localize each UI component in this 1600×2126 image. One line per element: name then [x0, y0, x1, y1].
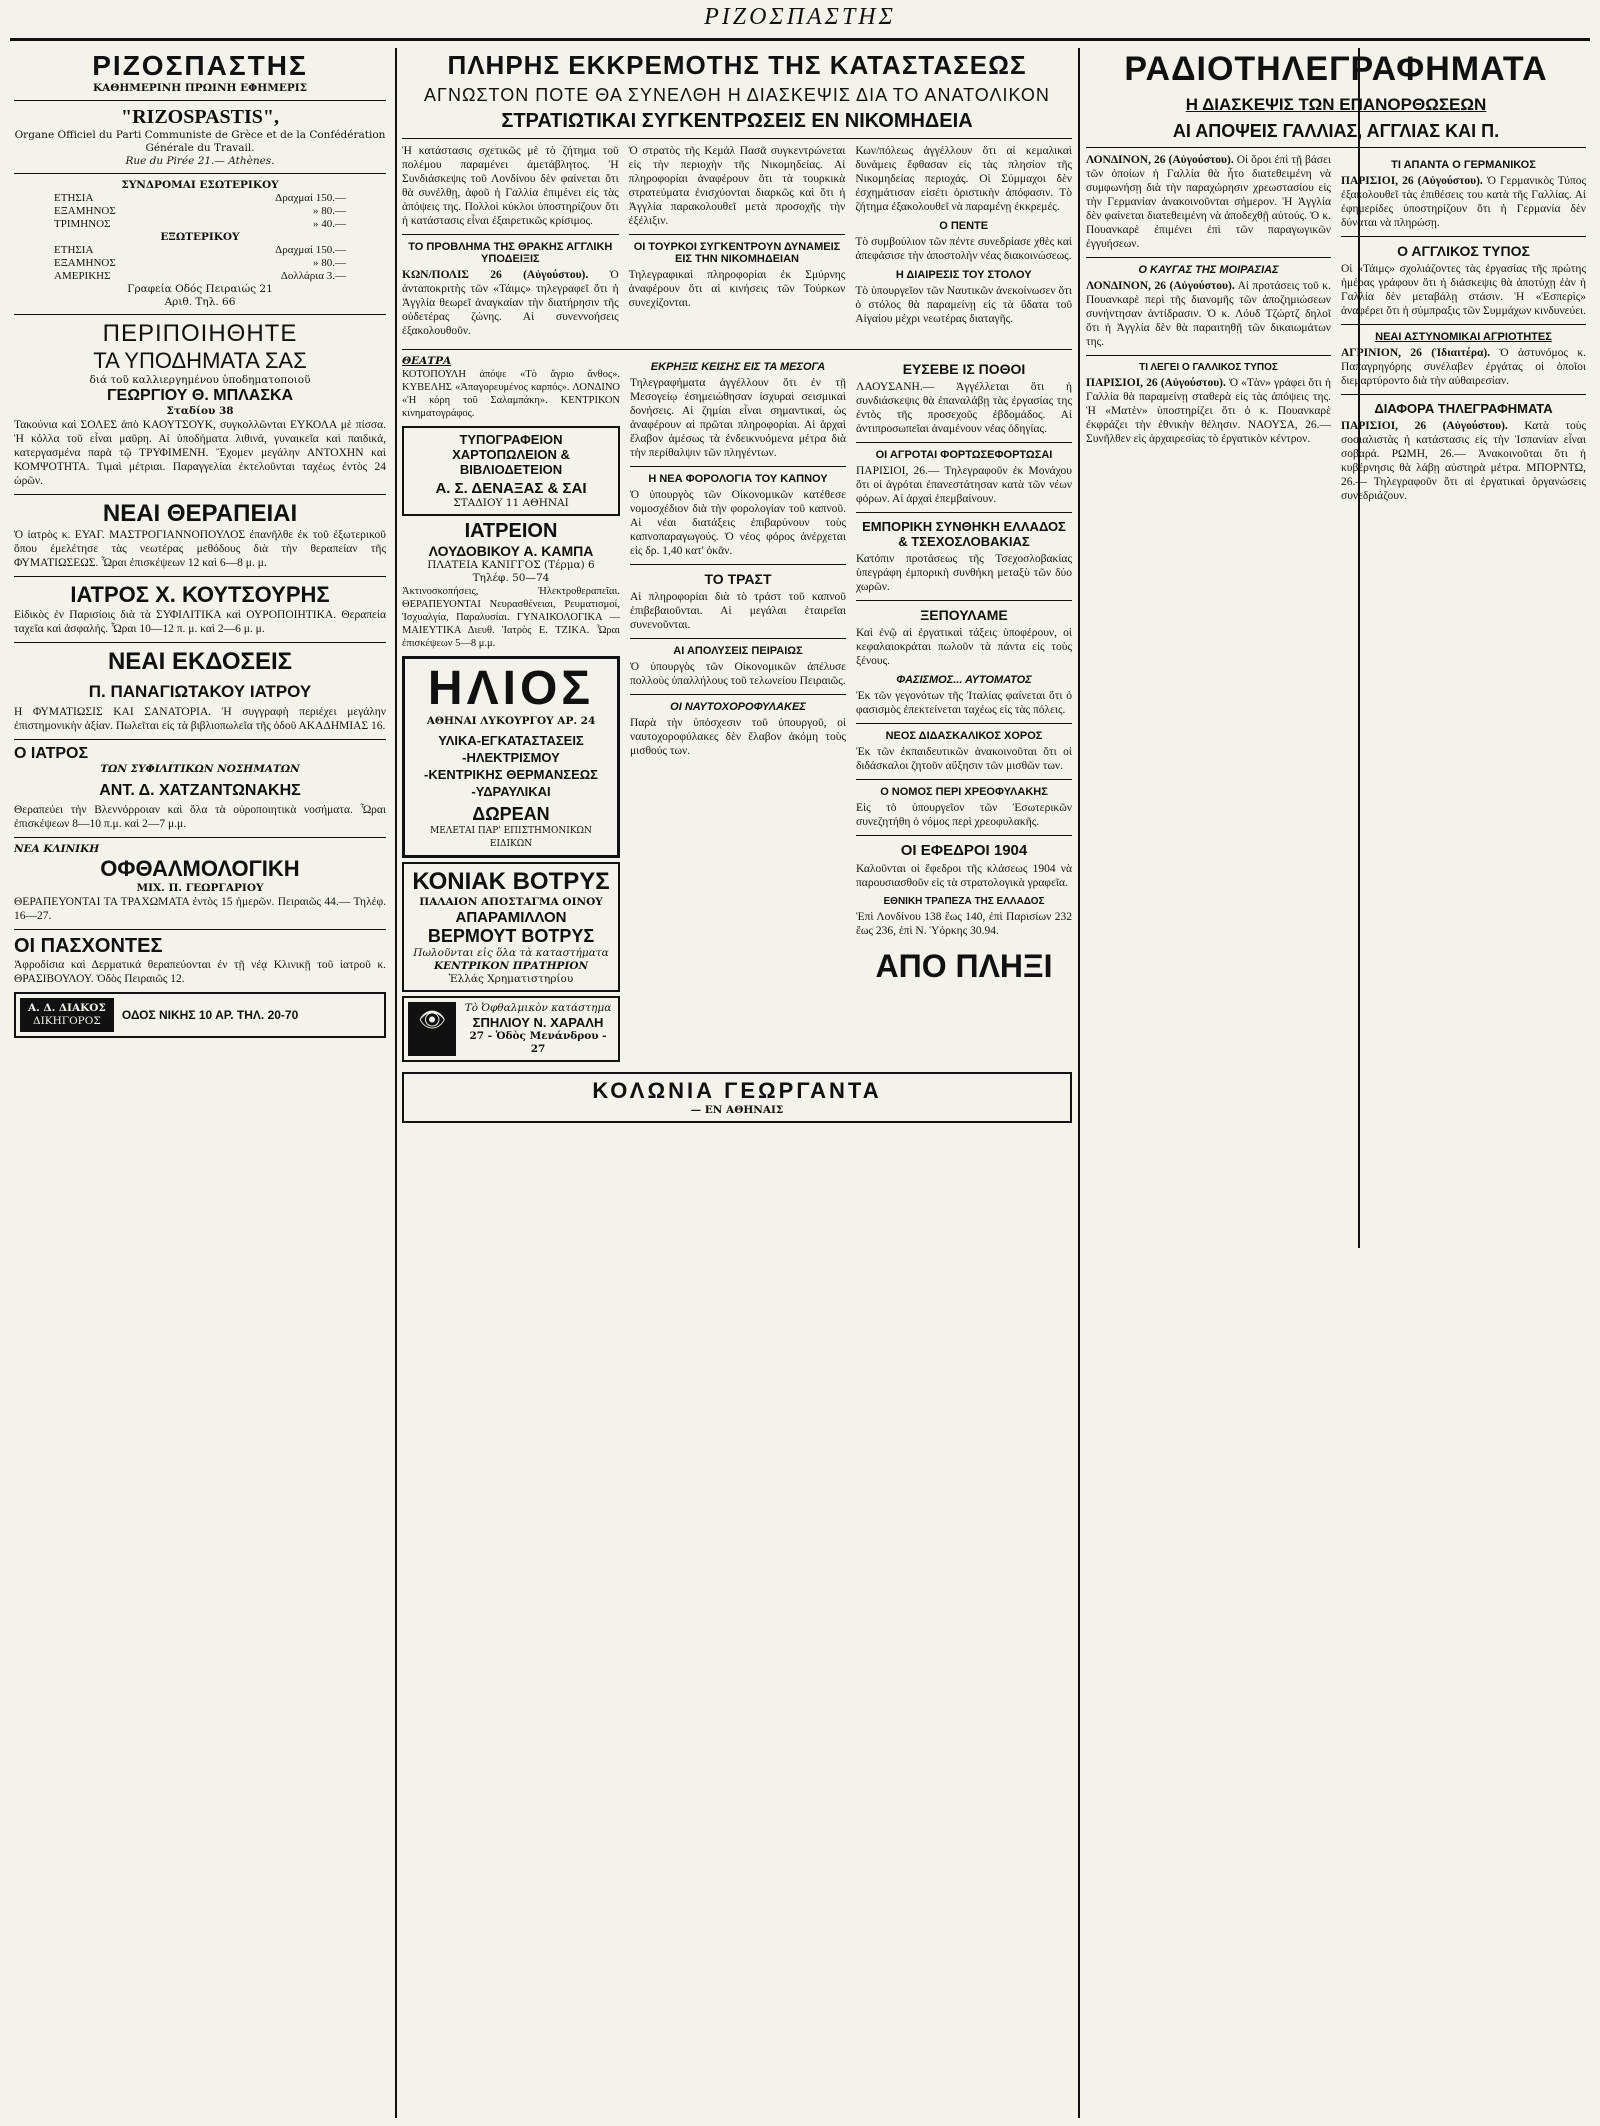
euseb-text: ΛΑΟΥΣΑΝΗ.— Ἀγγέλλεται ὅτι ἡ συνδιάσκεψις θὰ ἐπαναλάβῃ τὰς ἐργασίας της ἐντὸς τῆς προσεχοῦς ἑβδομάδος. Αἱ ἀντιπροσωπεῖαι ἀναμένουν νέας ὁδηγίας.	[856, 381, 1072, 435]
divider	[856, 835, 1072, 836]
price-row: ΕΞΑΜΗΝΟΣ » 80.—	[54, 205, 346, 217]
ad-printing-box	[402, 426, 620, 516]
misc-subhead: ΔΙΑΦΟΡΑ ΤΗΛΕΓΡΑΦΗΜΑΤΑ	[1374, 401, 1553, 416]
ad-clinic-name: ΜΙΧ. Π. ΓΕΩΡΓΑΡΙΟΥ	[136, 882, 264, 894]
ad-botrys-box	[402, 862, 620, 992]
tobacco-tax-subhead: Η ΝΕΑ ΦΟΡΟΛΟΓΙΑ ΤΟΥ ΚΑΠΝΟΥ	[648, 473, 828, 485]
naval-police-text: Παρὰ τὴν ὑπόσχεσιν τοῦ ὑπουργοῦ, οἱ ναυτοχοροφύλακες δὲν ἔλαβον ἀκόμη τοὺς μισθούς των.	[630, 717, 846, 757]
ad-doctor-title: Ο ΙΑΤΡΟΣ	[14, 745, 89, 762]
helios-note: ΜΕΛΕΤΑΙ ΠΑΡ' ΕΠΙΣΤΗΜΟΝΙΚΩΝ ΕΙΔΙΚΩΝ	[430, 826, 592, 849]
divider	[14, 929, 386, 930]
trade-treaty-text: Κατόπιν προτάσεως τῆς Τσεχοσλοβακίας ὑπεγράφη ἐμπορικὴ συνθήκη μεταξὺ τῶν δύο χωρῶν.	[856, 553, 1072, 593]
ad-shoes-title: ΠΕΡΙΠΟΙΗΘΗΤΕ	[102, 320, 298, 347]
masthead-rule	[10, 38, 1590, 41]
naval-police-subhead: ΟΙ ΝΑΥΤΟΧΟΡΟΦΥΛΑΚΕΣ	[670, 701, 806, 713]
misc-text: Κατὰ τοὺς σοσιαλιστὰς ἡ κατάστασις εἰς τὴν Ἰσπανίαν εἶναι σοβαρά. ΡΩΜΗ, 26.— Ἀνακοινοῦται ὅτι ἡ κυβέρνησις θὰ λάβῃ αὐστηρὰ μέτρα. ΜΠΟΡΝΤΩ, 26.— Τηλεγραφοῦν ὅτι αἱ ἐργατικαὶ ὀργανώσεις συνεδριάζουν.	[1341, 420, 1586, 502]
radio-subhead-2: ΑΙ ΑΠΟΨΕΙΣ ΓΑΛΛΙΑΣ, ΑΓΓΛΙΑΣ ΚΑΙ Π.	[1172, 121, 1500, 141]
price-row: ΕΤΗΣΙΑ Δραχμαί 150.—	[54, 244, 346, 256]
ad-lawyer-box	[14, 992, 386, 1038]
divider	[629, 234, 846, 235]
police-subhead: ΝΕΑΙ ΑΣΤΥΝΟΜΙΚΑΙ ΑΓΡΙΟΤΗΤΕΣ	[1375, 331, 1552, 343]
divider	[856, 600, 1072, 601]
teachers-subhead: ΝΕΟΣ ΔΙΔΑΣΚΑΛΙΚΟΣ ΧΟΡΟΣ	[885, 730, 1043, 742]
police-text: Ὁ ἀστυνόμος κ. Παπαγρηγόρης συνέλαβεν ἐργάτας οἱ ὁποῖοι διεμαρτύροντο διὰ τὴν αὐθαιρεσίαν.	[1341, 347, 1586, 387]
ad-shoes-line: διά τοῦ καλλιεργημένου ὑποδηματοποιοῦ	[89, 374, 311, 386]
ad-shoes-address: Σταδίου 38	[166, 405, 234, 417]
helios-item: -ΚΕΝΤΡΙΚΗΣ ΘΕΡΜΑΝΣΕΩΣ	[424, 767, 598, 782]
divider	[856, 512, 1072, 513]
lead-column-a	[402, 144, 619, 344]
office-phone: Αριθ. Τηλ. 66	[164, 296, 236, 308]
divider	[14, 173, 386, 174]
cologne-title: ΚΟΛΩΝΙΑ ΓΕΩΡΓΑΝΤΑ	[592, 1078, 882, 1103]
lead-text-c: Κων/πόλεως ἀγγέλλουν ὅτι αἱ κεμαλικαὶ δυνάμεις ἔφθασαν εἰς τὰς πλησίον τῆς Νικομηδείας περιοχάς. Οἱ Σύμμαχοι δὲν ἐσχημάτισαν εἰσέτι ὁριστικὴν ἀπόφασιν. Τὸ ζήτημα ἐξακολουθεῖ νὰ παραμένῃ ἐκκρεμές.	[855, 145, 1072, 213]
debt-law-subhead: Ο ΝΟΜΟΣ ΠΕΡΙ ΧΡΕΟΦΥΛΑΚΗΣ	[880, 786, 1048, 798]
optician-name: ΣΠΗΛΙΟΥ Ν. ΧΑΡΑΛΗ	[472, 1015, 604, 1030]
helios-title: ΗΛΙΟΣ	[427, 662, 595, 715]
english-press-subhead: Ο ΑΓΓΛΙΚΟΣ ΤΥΠΟΣ	[1397, 243, 1530, 259]
divider	[14, 576, 386, 577]
quarrel-text: Αἱ προτάσεις τοῦ κ. Πουανκαρὲ περὶ τῆς διανομῆς τῶν ἀποζημιώσεων συνήντησαν ἀντίδρασιν. Ὁ κ. Λόυδ Τζώρτζ δηλοῖ ὅτι ἡ Ἀγγλία δὲν θὰ παραιτηθῇ τῶν δικαιωμάτων της.	[1086, 280, 1331, 348]
ad-shoes-subtitle: ΤΑ ΥΠΟΔΗΜΑΤΑ ΣΑΣ	[93, 348, 307, 373]
main-subhead-2: ΣΤΡΑΤΙΩΤΙΚΑΙ ΣΥΓΚΕΝΤΡΩΣΕΙΣ ΕΝ ΝΙΚΟΜΗΔΕΙΑ	[501, 110, 973, 132]
divider	[1341, 236, 1586, 237]
column-rule-1	[395, 48, 397, 2118]
thrace-text: Ὁ ἀνταποκριτὴς τῶν «Τάιμς» τηλεγραφεῖ ὅτι ἡ Ἀγγλία θεωρεῖ ἀναγκαίαν τὴν διατήρησιν τῆς οὐδετέρας ζώνης. Αἱ συνεννοήσεις ἐξακολουθοῦν.	[402, 269, 619, 337]
fascism-subhead: ΦΑΣΙΣΜΟΣ... ΑΥΤΟΜΑΤΟΣ	[896, 674, 1032, 686]
quake-subhead: ΕΚΡΗΞΙΣ ΚΕΙΣΗΣ ΕΙΣ ΤΑ ΜΕΣΟΓΑ	[650, 361, 826, 373]
price-row: ΕΞΑΜΗΝΟΣ » 80.—	[54, 257, 346, 269]
column-2-3	[402, 50, 1072, 2118]
ads-column	[402, 355, 620, 1066]
layoffs-subhead: ΑΙ ΑΠΟΛΥΣΕΙΣ ΠΕΙΡΑΙΩΣ	[673, 645, 803, 657]
botrys-line-2: ΠΑΛΑΙΟΝ ΑΠΟΣΤΑΓΜΑ ΟΙΝΟΥ	[419, 896, 603, 908]
divider	[14, 837, 386, 838]
helios-free: ΔΩΡΕΑΝ	[472, 804, 550, 824]
divider	[630, 638, 846, 639]
price-row: ΑΜΕΡΙΚΗΣ Δολλάρια 3.—	[54, 270, 346, 282]
london-text: Οἱ ὅροι ἐπὶ τῇ βάσει τῶν ὁποίων ἡ Γαλλία θὰ ἦτο διατεθειμένη νὰ συμφωνήσῃ διὰ τὴν παραχώρησιν χρεωστασίου εἰς τὴν Γερμανίαν ἀνακοινοῦνται σήμερον. Ἡ Ἀγγλία δὲν φαίνεται διατεθειμένη νὰ ἀποδεχθῇ αὐτούς. Ὁ κ. Πουανκαρὲ ἐπιμένει ἐπὶ τῶν παραγωγικῶν ἐγγυήσεων.	[1086, 154, 1331, 250]
cologne-sub: — ΕΝ ΑΘΗΝΑΙΣ	[690, 1104, 784, 1116]
column-rule-2	[1078, 48, 1080, 2118]
column-4	[1086, 50, 1586, 2118]
lead-text-a: Ἡ κατάστασις σχετικῶς μὲ τὸ ζήτημα τοῦ πολέμου παραμένει ἀμετάβλητος. Ἡ Συνδιάσκεψις τοῦ Λονδίνου δὲν φαίνεται ὅτι θὰ συνέλθῃ, ἀφοῦ ἡ Γαλλία ἐπιμένει εἰς τὰς ἀπόψεις της. Πολλοὶ κύκλοι ὑποστηρίζουν ὅτι ἡ κατάστασις εἶναι ἐξαιρετικῶς κρίσιμος.	[402, 145, 619, 227]
radio-column-a	[1086, 153, 1331, 509]
ad-publications-name: Π. ΠΑΝΑΓΙΩΤΑΚΟΥ ΙΑΤΡΟΥ	[88, 682, 312, 701]
reservists-text: Καλοῦνται οἱ ἔφεδροι τῆς κλάσεως 1904 νὰ παρουσιασθοῦν εἰς τὰ στρατολογικὰ γραφεῖα.	[856, 863, 1072, 889]
paper-name: ΡΙΖΟΣΠΑΣΤΗΣ	[92, 50, 308, 81]
ad-doctor-koutsouris-title: ΙΑΤΡΟΣ Χ. ΚΟΥΤΣΟΥΡΗΣ	[70, 582, 330, 607]
divider	[856, 442, 1072, 443]
german-subhead: ΤΙ ΑΠΑΝΤΑ Ο ΓΕΡΜΑΝΙΚΟΣ	[1391, 159, 1536, 171]
teachers-text: Ἐκ τῶν ἐκπαιδευτικῶν ἀνακοινοῦται ὅτι οἱ διδάσκαλοι ζητοῦν αὔξησιν τῶν μισθῶν των.	[856, 746, 1072, 772]
office-address: Γραφεία Οδός Πειραιώς 21	[127, 283, 273, 295]
ad-publications-title: ΝΕΑΙ ΕΚΔΟΣΕΙΣ	[107, 648, 293, 675]
theatre-text: ΚΟΤΟΠΟΥΛΗ ἀπόψε «Τὸ ἄγριο ἄνθος». ΚΥΒΕΛΗΣ «Ἀπαγορευμένος καρπός». ΛΟΝΔΙΝΟ «Ἡ κόρη τοῦ Σαλαμπάκη». ΚΕΝΤΡΙΚΟΝ κινηματογράφος.	[402, 369, 620, 419]
divider	[402, 138, 1072, 139]
london-dateline: ΛΟΝΔΙΝΟΝ, 26 (Αὐγούστου).	[1086, 154, 1234, 166]
turks-subhead: ΟΙ ΤΟΥΡΚΟΙ ΣΥΓΚΕΝΤΡΟΥΝ ΔΥΝΑΜΕΙΣ ΕΙΣ ΤΗΝ ΝΙΚΟΜΗΔΕΙΑΝ	[633, 241, 841, 265]
french-press-subhead: ΤΙ ΛΕΓΕΙ Ο ΓΑΛΛΙΚΟΣ ΤΥΠΟΣ	[1139, 362, 1278, 373]
ad-clinic-subtitle: ΝΕΑ ΚΛΙΝΙΚΗ	[14, 843, 100, 855]
main-headline: ΠΛΗΡΗΣ ΕΚΚΡΕΜΟΤΗΣ ΤΗΣ ΚΑΤΑΣΤΑΣΕΩΣ	[447, 50, 1027, 80]
divider	[402, 234, 619, 235]
radio-column-b	[1341, 153, 1586, 509]
ad-printing-name: Α. Σ. ΔΕΝΑΞΑΣ & ΣΑΙ	[435, 480, 587, 497]
divider	[14, 100, 386, 101]
subscriptions-interior	[14, 192, 386, 231]
ad-shoes-name: ΓΕΩΡΓΙΟΥ Θ. ΜΠΛΑΣΚΑ	[106, 387, 294, 404]
ad-therapies-title: ΝΕΑΙ ΘΕΡΑΠΕΙΑΙ	[102, 500, 298, 527]
divider	[856, 779, 1072, 780]
ad-publications-text: Η ΦΥΜΑΤΙΩΣΙΣ ΚΑΙ ΣΑΝΑΤΟΡΙΑ. Ἡ συγγραφὴ περιέχει μεγάλην ἐπιστημονικὴν ἀξίαν. Πωλεῖται εἰς τὰ βιβλιοπωλεῖα τῆς ὁδοῦ ΑΚΑΔΗΜΙΑΣ 16.	[14, 706, 386, 732]
price-row: ΕΤΗΣΙΑ Δραχμαί 150.—	[54, 192, 346, 204]
ad-optician-box	[402, 996, 620, 1062]
fleet-subhead: Η ΔΙΑΙΡΕΣΙΣ ΤΟΥ ΣΤΟΛΟΥ	[895, 269, 1032, 281]
divider	[14, 642, 386, 643]
clinic-kampa-address: ΠΛΑΤΕΙΑ ΚΑΝΙΓΓΟΣ (Τέρμα) 6	[427, 559, 595, 571]
news-columns	[630, 355, 1072, 1066]
paper-address: Rue du Pirée 21.— Athènes.	[125, 155, 275, 167]
optician-eye-icon: 👁	[408, 1002, 456, 1056]
divider	[630, 466, 846, 467]
divider	[1341, 394, 1586, 395]
lead-text-b: Ὁ στρατὸς τῆς Κεμάλ Πασᾶ συγκεντρώνεται εἰς τὴν περιοχὴν τῆς Νικομηδείας. Αἱ πληροφορίαι ἀναφέρουν ὅτι τὰ τουρκικὰ στρατεύματα ἐνισχύονται διαρκῶς καὶ ὅτι ἡ Ἀγγλία παρακολουθεῖ μετὰ προσοχῆς τὴν ἐξέλιξιν.	[628, 145, 846, 227]
ad-doctor-name: ΑΝΤ. Δ. ΧΑΤΖΑΝΤΩΝΑΚΗΣ	[99, 782, 301, 799]
five-subhead: Ο ΠΕΝΤΕ	[939, 220, 989, 232]
euseb-subhead: ΕΥΣΕΒΕ ΙΣ ΠΟΘΟΙ	[902, 361, 1026, 377]
botrys-line-3: ΑΠΑΡΑΜΙΛΛΟΝ	[455, 909, 567, 926]
divider	[630, 564, 846, 565]
ad-lawyer-label	[20, 998, 114, 1032]
ad-helios-box	[402, 656, 620, 858]
bank-text: Ἐπὶ Λονδίνου 138 ἕως 140, ἐπὶ Παρισίων 232 ἕως 236, ἐπὶ Ν. Ὑόρκης 30.94.	[856, 911, 1072, 937]
ad-doctor-koutsouris-text: Εἰδικὸς ἐν Παρισίοις διὰ τὰ ΣΥΦΙΛΙΤΙΚΑ καὶ ΟΥΡΟΠΟΙΗΤΙΚΑ. Θεραπεία ταχεῖα καὶ ἀσφαλής. Ὧραι 10—12 π. μ. καὶ 2—6 μ. μ.	[14, 609, 386, 635]
botrys-cognac: ΚΟΝΙΑΚ ΒΟΤΡΥΣ	[412, 868, 610, 895]
helios-address: ΑΘΗΝΑΙ ΛΥΚΟΥΡΓΟΥ ΑΡ. 24	[426, 715, 596, 727]
divider	[1086, 355, 1331, 356]
clinic-kampa-name: ΛΟΥΔΟΒΙΚΟΥ Α. ΚΑΜΠΑ	[428, 543, 594, 559]
police-dateline: ΑΓΡΙΝΙΟΝ, 26 (Ἰδιαιτέρα).	[1341, 347, 1491, 359]
paper-subtitle: ΚΑΘΗΜΕΡΙΝΗ ΠΡΩΙΝΗ ΕΦΗΜΕΡΙΣ	[92, 82, 308, 94]
clinic-kampa-phone: Τηλέφ. 50—74	[472, 572, 550, 584]
german-dateline: ΠΑΡΙΣΙΟΙ, 26 (Αὐγούστου).	[1341, 175, 1483, 187]
lead-column-c	[855, 144, 1072, 344]
divider	[14, 494, 386, 495]
lead-column-b	[629, 144, 846, 344]
ad-lawyer-address: ΟΔΟΣ ΝΙΚΗΣ 10 ΑΡ. ΤΗΛ. 20-70	[121, 1008, 299, 1022]
helios-item: -ΗΛΕΚΤΡΙΣΜΟΥ	[462, 750, 560, 765]
clinic-kampa-text: Ἀκτινοσκοπήσεις, Ἠλεκτροθεραπεῖαι. ΘΕΡΑΠΕΥΟΝΤΑΙ Νευρασθένειαι, Ρευματισμοί, Ἰσχυαλγία, Παραλυσίαι. ΓΥΝΑΙΚΟΛΟΓΙΚΑ — ΜΑΙΕΥΤΙΚΑ Διευθ. Ἰατρὸς Ε. ΤΖΙΚΑ. Ὧραι ἐπισκέψεων 5—8 μ.μ.	[402, 586, 620, 649]
column-1	[14, 50, 386, 2118]
ad-lawyer-role: ΔΙΚΗΓΟΡΟΣ	[33, 1015, 101, 1027]
helios-item: ΥΛΙΚΑ-ΕΓΚΑΤΑΣΤΑΣΕΙΣ	[438, 733, 584, 748]
radio-headline: ΡΑΔΙΟΤΗΛΕΓΡΑΦΗΜΑΤΑ	[1124, 50, 1548, 88]
ad-sufferers-title: ΟΙ ΠΑΣΧΟΝΤΕΣ	[14, 935, 163, 957]
divider	[856, 723, 1072, 724]
farmers-text: ΠΑΡΙΣΙΟΙ, 26.— Τηλεγραφοῦν ἐκ Μονάχου ὅτι οἱ ἀγρόται ἐπανεστάτησαν κατὰ τῶν νέων φόρων. Αἱ ἀρχαὶ ἐπεμβαίνουν.	[856, 465, 1072, 505]
divider	[14, 739, 386, 740]
apo-plhxi: ΑΠΟ ΠΛΗΞΙ	[875, 948, 1053, 984]
subscriptions-exterior-title: ΕΞΩΤΕΡΙΚΟΥ	[160, 231, 240, 243]
trust-subhead: ΤΟ ΤΡΑΣΤ	[704, 571, 772, 587]
quarrel-subhead: Ο ΚΑΥΓΑΣ ΤΗΣ ΜΟΙΡΑΣΙΑΣ	[1138, 264, 1279, 276]
helios-item: -ΥΔΡΑΥΛΙΚΑΙ	[471, 784, 551, 799]
french-press-text: Ὁ «Τὰν» γράφει ὅτι ἡ Γαλλία θὰ παραμείνῃ σταθερὰ εἰς τὰς ἀπόψεις της. Ἡ «Ματὲν» ὑποστηρίζει ὅτι ὁ κ. Πουανκαρὲ ἐκφράζει τὴν ἐθνικὴν θέλησιν. ΝΑΟΥΣΑ, 26.— Συνῆλθεν εἰς ἀρχαιρεσίας τὸ ἐργατικὸν κέντρον.	[1086, 377, 1331, 445]
english-press-text: Οἱ «Τάιμς» σχολιάζοντες τὰς ἐργασίας τῆς πρώτης ἡμέρας γράφουν ὅτι ἡ διάσκεψις θὰ ἀποτύχῃ ἐὰν ἡ Γαλλία δὲν μεταβάλῃ στάσιν. Ἡ «Ἑσπερὶς» ἀναφέρει ὅτι ἡ σύμπραξις τῶν Συμμάχων κινδυνεύει.	[1341, 263, 1586, 317]
ad-clinic-title: ΟΦΘΑΛΜΟΛΟΓΙΚΗ	[100, 856, 300, 881]
divider	[1086, 147, 1586, 148]
trust-text: Αἱ πληροφορίαι διὰ τὸ τράστ τοῦ καπνοῦ ἐπιβεβαιοῦνται. Αἱ μεγάλαι ἑταιρεῖαι συνενοῦνται.	[630, 591, 846, 631]
trade-treaty-subhead: ΕΜΠΟΡΙΚΗ ΣΥΝΘΗΚΗ ΕΛΛΑΔΟΣ & ΤΣΕΧΟΣΛΟΒΑΚΙΑΣ	[862, 519, 1066, 549]
french-press-dateline: ΠΑΡΙΣΙΟΙ, 26 (Αὐγούστου).	[1086, 377, 1226, 389]
news-column-a	[630, 355, 846, 1066]
ad-cologne-box	[402, 1072, 1072, 1123]
botrys-line-6: ΚΕΝΤΡΙΚΟΝ ΠΡΑΤΗΡΙΟΝ	[433, 960, 589, 972]
quake-text: Τηλεγραφήματα ἀγγέλλουν ὅτι ἐν τῇ Μεσογείῳ ἐσημειώθησαν ἰσχυραὶ σεισμικαὶ δονήσεις. Αἱ ζημίαι εἶναι σημαντικαί, ὡς ἀναφέρουν αἱ πρῶται πληροφορίαι. Αἱ ἀρχαὶ ἔλαβον ἀμέσως τὰ ἐνδεικνυόμενα μέτρα διὰ τὴν περίθαλψιν τῶν πληγέντων.	[630, 377, 846, 459]
ad-clinic-text: ΘΕΡΑΠΕΥΟΝΤΑΙ ΤΑ ΤΡΑΧΩΜΑΤΑ ἐντὸς 15 ἡμερῶν. Πειραιῶς 44.— Τηλέφ. 16—27.	[14, 896, 386, 922]
divider	[402, 349, 1072, 350]
news-column-b	[856, 355, 1072, 1066]
masthead: ΡΙΖΟΣΠΑΣΤΗΣ	[704, 4, 896, 30]
ad-shoes-text: Τακούνια καὶ ΣΟΛΕΣ ἀπὸ ΚΑΟΥΤΣΟΥΚ, συγκολλῶνται ΕΥΚΟΛΑ μὲ πίσσα. Ἡ κόλλα τοῦ εἶναι μαῦρη. Αἱ ὑποδήματα λιθινά, γυναικεῖα καὶ παιδικά, κατεργασμένα παρὰ τῷ ΤΡΥΦΙΜΕΝΗ. Ἔχομεν μεγάλην ΑΝΤΟΧΗΝ καὶ ΚΟΜΨΟΤΗΤΑ. Τιμαὶ μέτριαι. Παραγγελίαι ἐκτελοῦνται ταχέως ἐντὸς 24 ὡρῶν.	[14, 419, 386, 487]
paper-latin-subtitle: Organe Officiel du Parti Communiste de Grèce et de la Confédération Générale du Travail.	[14, 129, 386, 154]
sellout-text: Καὶ ἐνῷ αἱ ἐργατικαὶ τάξεις ὑποφέρουν, οἱ κεφαλαιοκράται πωλοῦν τὰ πάντα εἰς τοὺς ξένους.	[856, 627, 1072, 667]
ad-lawyer-name: Α. Δ. ΔΙΑΚΟΣ	[28, 1002, 106, 1014]
quarrel-dateline: ΛΟΝΔΙΝΟΝ, 26 (Αὐγούστου).	[1086, 280, 1235, 292]
botrys-line-7: Ἑλλάς Χρηματιστηρίου	[448, 973, 574, 985]
botrys-line-5: Πωλοῦνται εἰς ὅλα τὰ καταστήματα	[413, 947, 609, 959]
german-text: Ὁ Γερμανικὸς Τύπος ἐξακολουθεῖ τὰς ἐπιθέσεις του κατὰ τῆς Γαλλίας. Αἱ ἐφημερίδες ὑποστηρίζουν ὅτι ἡ Γερμανία δὲν δύναται νὰ πληρώσῃ.	[1341, 175, 1586, 229]
ad-printing-address: ΣΤΑΔΙΟΥ 11 ΑΘΗΝΑΙ	[453, 497, 569, 509]
divider	[1086, 257, 1331, 258]
radio-columns	[1086, 153, 1586, 509]
price-row: ΤΡΙΜΗΝΟΣ » 40.—	[54, 218, 346, 230]
lower-section	[402, 355, 1072, 1066]
farmers-subhead: ΟΙ ΑΓΡΟΤΑΙ ΦΟΡΤΩΣΕΦΟΡΤΩΣΑΙ	[875, 449, 1053, 461]
ad-doctor-subtitle: ΤΩΝ ΣΥΦΙΛΙΤΙΚΩΝ ΝΟΣΗΜΑΤΩΝ	[100, 763, 300, 775]
five-text: Τὸ συμβούλιον τῶν πέντε συνεδρίασε χθὲς καὶ ἀπεφάσισε τὴν ἀποστολὴν νέας διακοινώσεως.	[855, 236, 1072, 262]
paper-latin-name: "RIZOSPASTIS",	[121, 106, 279, 128]
theatre-title: ΘΕΑΤΡΑ	[402, 355, 452, 367]
ad-doctor-text: Θεραπεύει τὴν Βλεννόρροιαν καὶ ὅλα τὰ οὐροποιητικὰ νοσήματα. Ὧραι ἐπισκέψεων 8—10 π.μ. καὶ 2—7 μ.μ.	[14, 804, 386, 830]
divider	[14, 314, 386, 315]
radio-subhead: Η ΔΙΑΣΚΕΨΙΣ ΤΩΝ ΕΠΑΝΟΡΘΩΣΕΩΝ	[1185, 95, 1487, 114]
sellout-subhead: ΞΕΠΟΥΛΑΜΕ	[920, 607, 1008, 623]
main-subhead: ΑΓΝΩΣΤΟΝ ΠΟΤΕ ΘΑ ΣΥΝΕΛΘΗ Η ΔΙΑΣΚΕΨΙΣ ΔΙΑ ΤΟ ΑΝΑΤΟΛΙΚΟΝ	[424, 85, 1050, 105]
reservists-subhead: ΟΙ ΕΦΕΔΡΟΙ 1904	[900, 842, 1028, 859]
ad-clinic-kampa	[402, 520, 620, 585]
lead-story	[402, 144, 1072, 344]
misc-dateline: ΠΑΡΙΣΙΟΙ, 26 (Αὐγούστου).	[1341, 420, 1508, 432]
helios-items	[409, 732, 613, 800]
fascism-text: Ἐκ τῶν γεγονότων τῆς Ἰταλίας φαίνεται ὅτι ὁ φασισμὸς ἐπεκτείνεται ταχέως εἰς τὰς πόλεις.	[856, 690, 1072, 716]
fleet-text: Τὸ ὑπουργεῖον τῶν Ναυτικῶν ἀνεκοίνωσεν ὅτι ὁ στόλος θὰ παραμείνῃ εἰς τὰ ὕδατα τοῦ Αἰγαίου μέχρι νεωτέρας διαταγῆς.	[855, 285, 1072, 325]
ad-sufferers-text: Ἀφροδίσια καὶ Δερματικά θεραπεύονται ἐν τῇ νέᾳ Κλινικῇ τοῦ ἰατροῦ κ. ΘΡΑΣΙΒΟΥΛΟΥ. Ὁδὸς Πειραιῶς 12.	[14, 959, 386, 985]
thrace-subhead: ΤΟ ΠΡΟΒΛΗΜΑ ΤΗΣ ΘΡΑΚΗΣ ΑΓΓΛΙΚΗ ΥΠΟΔΕΙΞΙΣ	[408, 241, 613, 265]
subscriptions-exterior	[14, 244, 386, 283]
ad-printing-title: ΤΥΠΟΓΡΑΦΕΙΟΝ ΧΑΡΤΟΠΩΛΕΙΟΝ & ΒΙΒΛΙΟΔΕΤΕΙΟΝ	[452, 432, 570, 477]
turks-text: Τηλεγραφικαὶ πληροφορίαι ἐκ Σμύρνης ἀναφέρουν ὅτι αἱ κινήσεις τῶν Τούρκων συνεχίζονται.	[628, 269, 846, 309]
subscriptions-title: ΣΥΝΔΡΟΜΑΙ ΕΣΩΤΕΡΙΚΟΥ	[121, 179, 279, 191]
botrys-vermouth: ΒΕΡΜΟΥΤ ΒΟΤΡΥΣ	[427, 926, 595, 946]
divider	[1341, 324, 1586, 325]
layoffs-text: Ὁ ὑπουργὸς τῶν Οἰκονομικῶν ἀπέλυσε πολλοὺς ὑπαλλήλους τοῦ τελωνείου Πειραιῶς.	[630, 661, 846, 687]
bank-subhead: ΕΘΝΙΚΗ ΤΡΑΠΕΖΑ ΤΗΣ ΕΛΛΑΔΟΣ	[883, 896, 1045, 907]
clinic-kampa-title: ΙΑΤΡΕΙΟΝ	[464, 520, 558, 542]
ad-therapies-text: Ὁ ἰατρὸς κ. ΕΥΑΓ. ΜΑΣΤΡΟΓΙΑΝΝΟΠΟΥΛΟΣ ἐπανῆλθε ἐκ τοῦ ἐξωτερικοῦ ὅπου ἐμελέτησε τὰς νεωτέρας μεθόδους διὰ τὴν θεραπείαν τῆς ΦΥΜΑΤΙΩΣΕΩΣ. Ὧραι ἐπισκέψεων 12 καὶ 6—8 μ. μ.	[14, 529, 386, 569]
tobacco-tax-text: Ὁ ὑπουργὸς τῶν Οἰκονομικῶν κατέθεσε νομοσχέδιον διὰ τὴν φορολογίαν τοῦ καπνοῦ. Αἱ νέαι διατάξεις ἐπιβαρύνουν τοὺς καπνοπαραγωγούς. Ὁ νέος φόρος ἀνέρχεται εἰς δρ. 1,40 κατ' ὀκᾶν.	[630, 489, 846, 557]
divider	[630, 694, 846, 695]
debt-law-text: Εἰς τὸ ὑπουργεῖον τῶν Ἐσωτερικῶν συνεζητήθη ὁ νόμος περὶ χρεοφυλακῆς.	[856, 802, 1072, 828]
optician-title: Τὸ Ὀφθαλμικὸν κατάστημα	[464, 1002, 612, 1014]
optician-address: 27 - Ὁδὸς Μενάνδρου - 27	[469, 1030, 607, 1055]
thrace-dateline: ΚΩΝ/ΠΟΛΙΣ 26 (Αὐγούστου).	[402, 269, 589, 281]
